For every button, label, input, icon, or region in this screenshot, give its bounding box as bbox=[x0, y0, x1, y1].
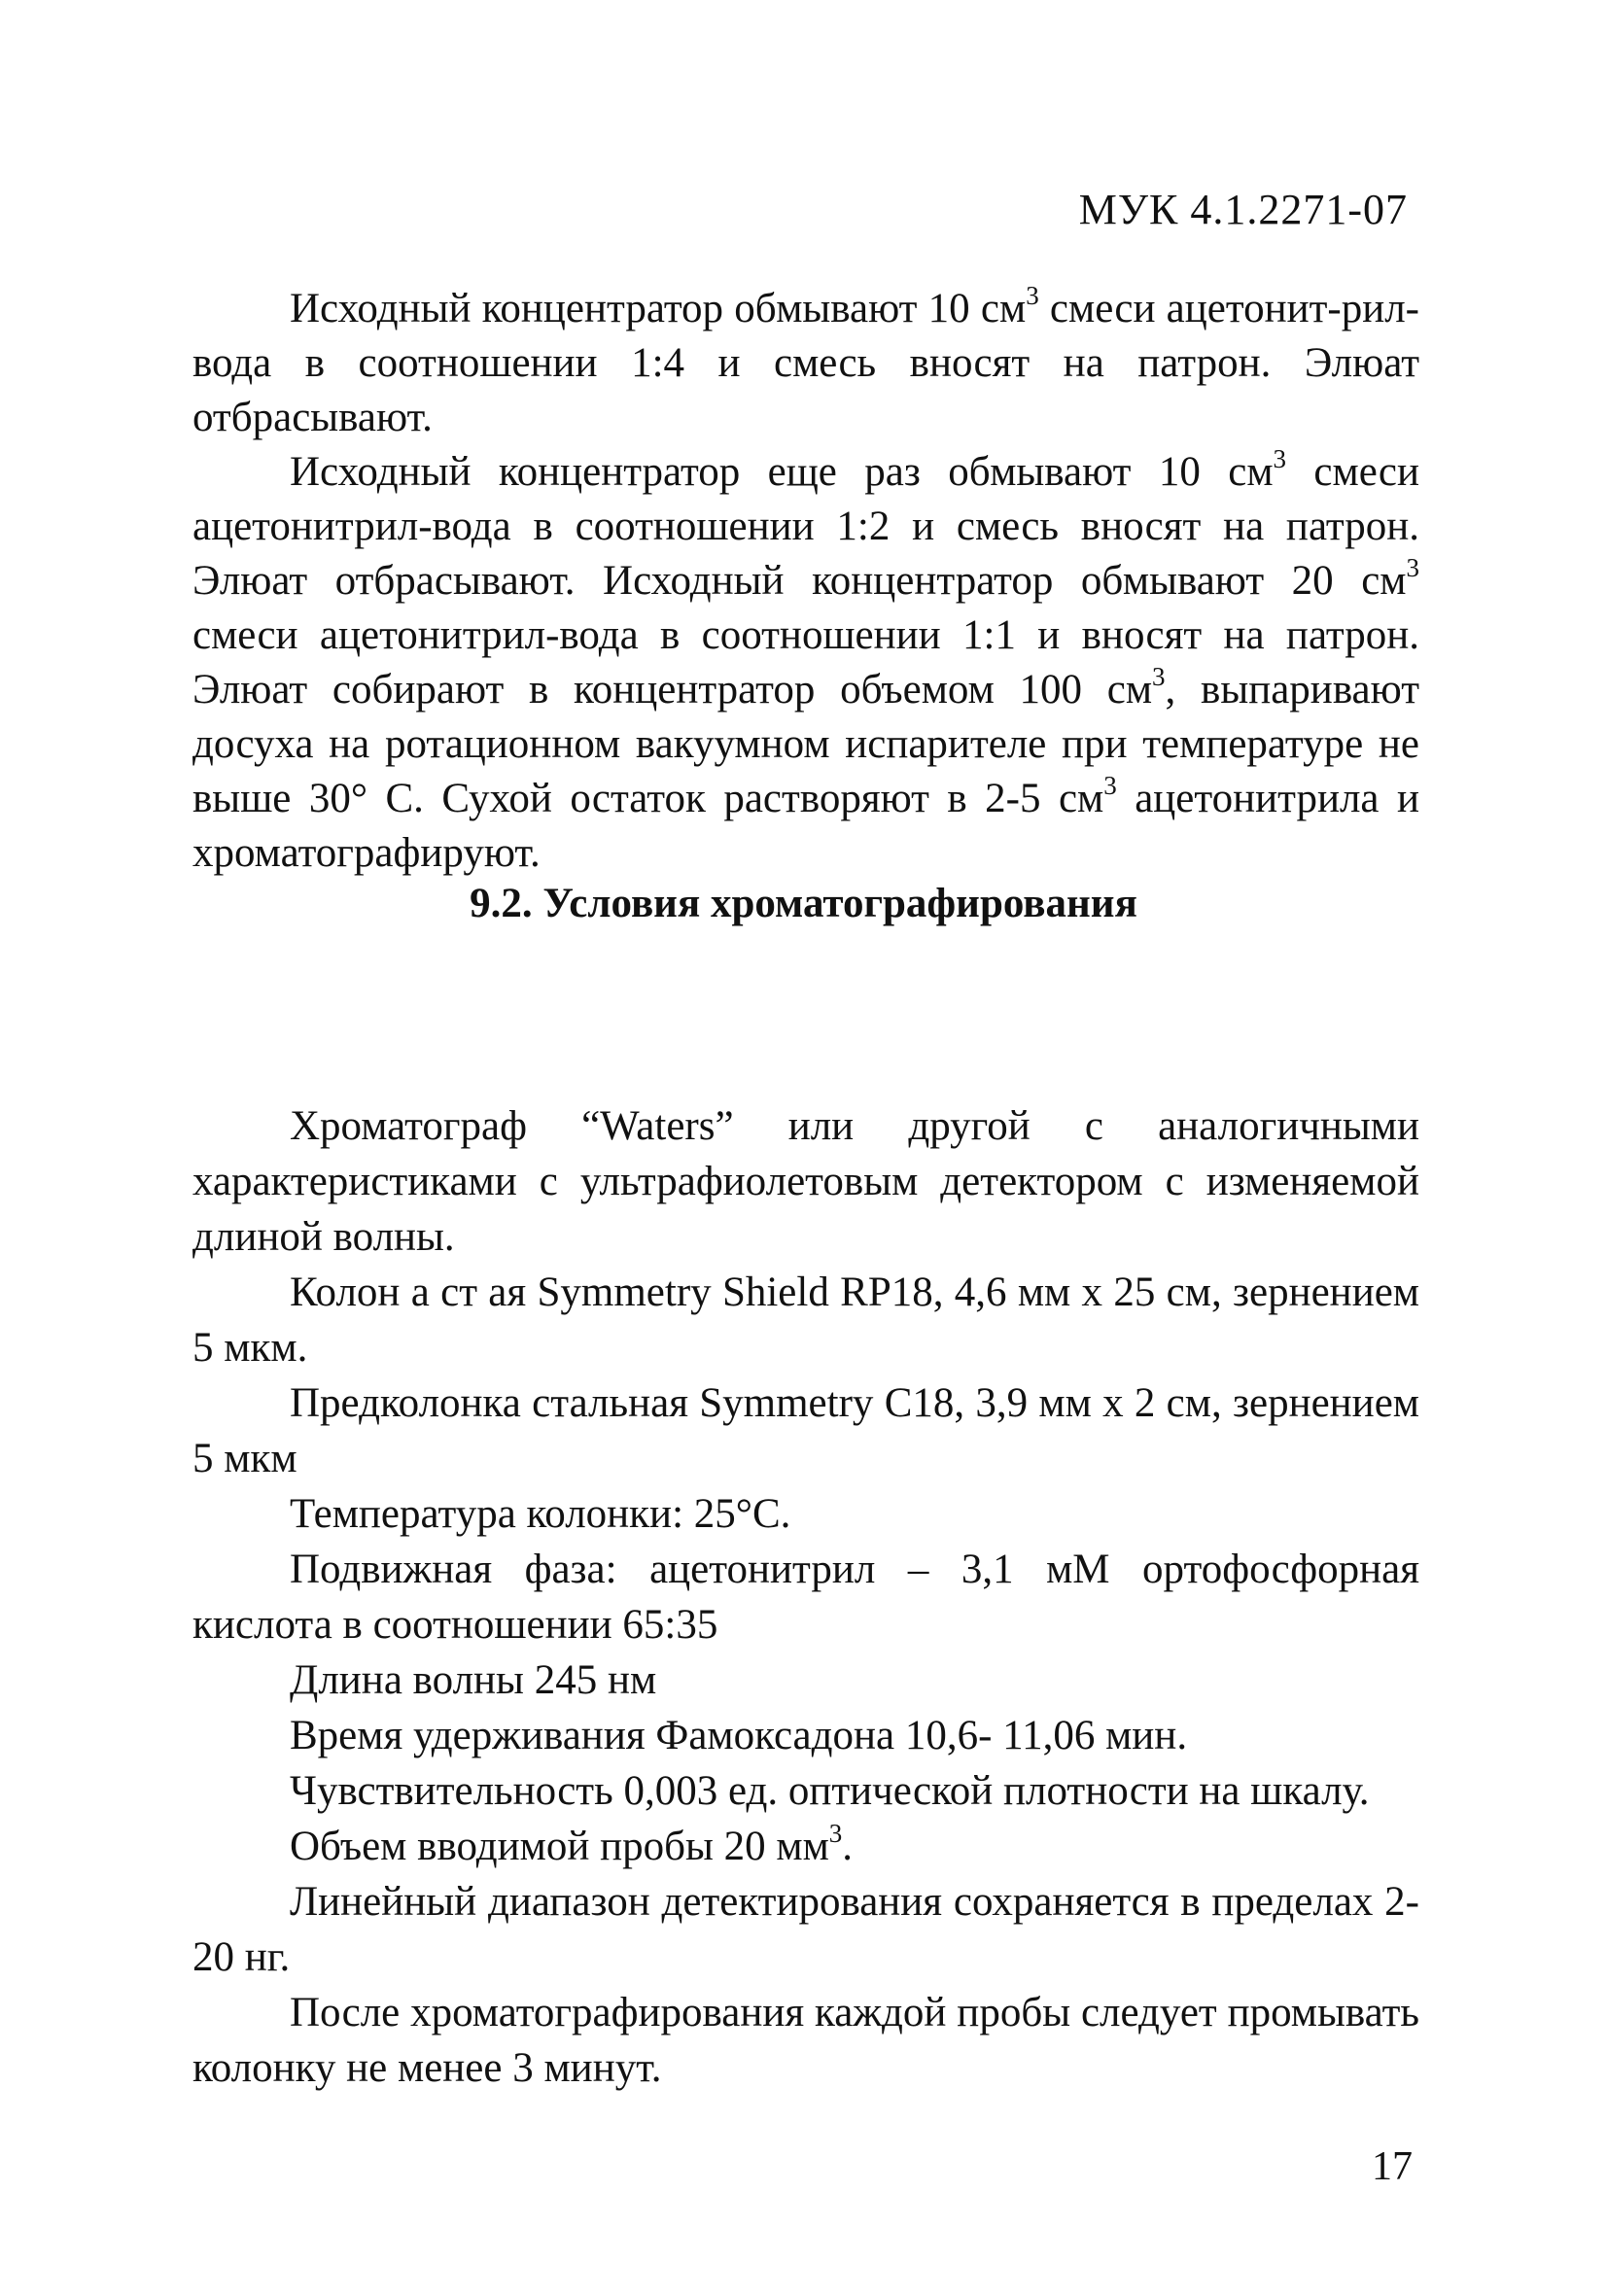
condition-mobile-phase: Подвижная фаза: ацетонитрил – 3,1 мМ ортофосфорная кислота в соотношении 65:35 bbox=[192, 1547, 1419, 1648]
superscript-3: 3 bbox=[828, 1819, 843, 1848]
volume-text: Объем вводимой пробы 20 мм bbox=[290, 1824, 829, 1869]
condition-retention-time: Время удерживания Фамоксадона 10,6- 11,06 мин. bbox=[290, 1713, 1188, 1758]
condition-column: Колон а ст ая Symmetry Shield RP18, 4,6 мм x 25 см, зернением 5 мкм. bbox=[192, 1270, 1419, 1371]
superscript-3: 3 bbox=[1026, 281, 1039, 310]
p2-text-d: , выпаривают досуха на ротационном вакуумном испарителе при температуре не выше 30° С. Сухой остаток растворяют в 2-5 см bbox=[192, 667, 1419, 821]
condition-injection-volume bbox=[192, 1819, 1419, 1874]
p2-text-b: смеси ацетонитрил-вода в соотношении 1:2 и смесь вносят на патрон. Элюат отбрасывают. Исходный концентратор обмывают 20 см bbox=[192, 449, 1419, 604]
p2-text-a: Исходный концентратор еще раз обмывают 10 см bbox=[290, 449, 1274, 495]
condition-wavelength: Длина волны 245 нм bbox=[290, 1657, 657, 1703]
sample-prep-text bbox=[192, 282, 1419, 881]
p2-text-e: ацетонитрила и хроматографируют. bbox=[192, 776, 1419, 876]
p1-text-b: смеси ацетонит-рил-вода в соотношении 1:4 и смесь вносят на патрон. Элюат отбрасывают. bbox=[192, 286, 1420, 440]
condition-precolumn: Предколонка стальная Symmetry C18, 3,9 мм x 2 см, зернением 5 мкм bbox=[192, 1380, 1419, 1481]
condition-temperature: Температура колонки: 25°С. bbox=[290, 1491, 791, 1537]
superscript-3: 3 bbox=[1406, 553, 1419, 582]
p1-text-a: Исходный концентратор обмывают 10 см bbox=[290, 286, 1027, 331]
document-code: МУК 4.1.2271-07 bbox=[1078, 186, 1408, 233]
paragraph-wash-1-2 bbox=[192, 445, 1419, 881]
superscript-3: 3 bbox=[1273, 444, 1287, 473]
volume-period: . bbox=[842, 1824, 854, 1869]
condition-sensitivity: Чувствительность 0,003 ед. оптической плотности на шкалу. bbox=[290, 1768, 1370, 1814]
section-heading: 9.2. Условия хроматографирования bbox=[470, 881, 1137, 926]
superscript-3: 3 bbox=[1152, 662, 1166, 691]
condition-linear-range: Линейный диапазон детектирования сохраняется в пределах 2-20 нг. bbox=[192, 1879, 1419, 1980]
p2-text-c: смеси ацетонитрил-вода в соотношении 1:1 и вносят на патрон. Элюат собирают в концентратор объемом 100 см bbox=[192, 612, 1419, 713]
conditions-list bbox=[192, 1098, 1419, 2096]
condition-chromatograph: Хроматограф “Waters” или другой с аналогичными характеристиками с ультрафиолетовым детектором с изменяемой длиной волны. bbox=[192, 1103, 1419, 1260]
condition-column-wash: После хроматографирования каждой пробы следует промывать колонку не менее 3 минут. bbox=[192, 1990, 1419, 2091]
page-number: 17 bbox=[1372, 2144, 1413, 2189]
superscript-3: 3 bbox=[1103, 771, 1117, 800]
paragraph-wash-1-4 bbox=[192, 282, 1419, 445]
